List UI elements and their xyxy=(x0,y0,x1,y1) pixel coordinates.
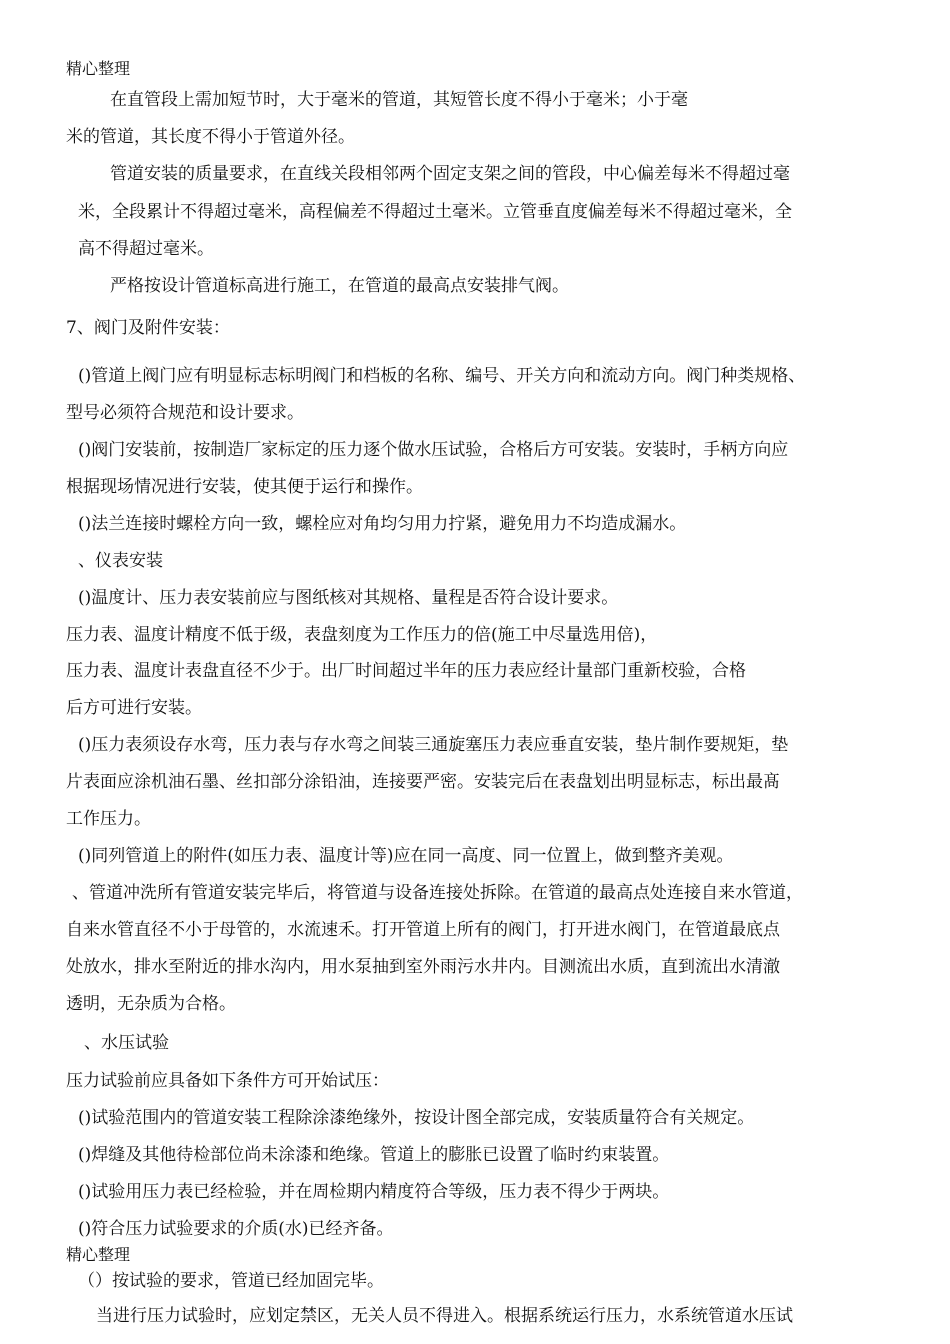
paragraph-line: 压力试验前应具备如下条件方可开始试压： xyxy=(66,1071,389,1091)
paragraph-line: ()压力表须设存水弯，压力表与存水弯之间装三通旋塞压力表应垂直安装，垫片制作要规矩，垫 xyxy=(78,735,789,755)
paragraph-line: ()同列管道上的附件(如压力表、温度计等)应在同一高度、同一位置上，做到整齐美观。 xyxy=(78,846,734,866)
paragraph-line: ()焊缝及其他待检部位尚未涂漆和绝缘。管道上的膨胀已设置了临时约束装置。 xyxy=(78,1145,670,1165)
paragraph-line: 型号必须符合规范和设计要求。 xyxy=(66,403,304,423)
paragraph-line: 透明，无杂质为合格。 xyxy=(66,994,236,1014)
paragraph-line: 工作压力。 xyxy=(66,809,151,829)
paragraph-line: ()试验用压力表已经检验，并在周检期内精度符合等级，压力表不得少于两块。 xyxy=(78,1182,670,1202)
paragraph-line: ()阀门安装前，按制造厂家标定的压力逐个做水压试验，合格后方可安装。安装时，手柄方向应 xyxy=(78,440,789,460)
paragraph-line: 后方可进行安装。 xyxy=(66,698,202,718)
paragraph-line: ()管道上阀门应有明显标志标明阀门和档板的名称、编号、开关方向和流动方向。阀门种类规格、 xyxy=(78,366,806,386)
paragraph-line: ()法兰连接时螺栓方向一致，螺栓应对角均匀用力拧紧，避免用力不均造成漏水。 xyxy=(78,514,687,534)
section-heading: 7、阀门及附件安装： xyxy=(66,318,230,338)
page-header: 精心整理 xyxy=(66,1245,131,1264)
paragraph-line: 片表面应涂机油石墨、丝扣部分涂铅油，连接要严密。安装完后在表盘划出明显标志，标出最髙 xyxy=(66,772,780,792)
paragraph-line: 根据现场情况进行安装，使其便于运行和操作。 xyxy=(66,477,423,497)
paragraph-line: （）按试验的要求，管道已经加固完毕。 xyxy=(78,1271,384,1291)
paragraph-line: ()温度计、压力表安装前应与图纸核对其规格、量程是否符合设计要求。 xyxy=(78,588,619,608)
paragraph-line: 自来水管直径不小于母管的，水流速禾。打开管道上所有的阀门，打开进水阀门，在管道最底点 xyxy=(66,920,780,940)
paragraph-line: 当进行压力试验时，应划定禁区，无关人员不得进入。根据系统运行压力，水系统管道水压试 xyxy=(96,1306,793,1326)
paragraph-line: 米的管道，其长度不得小于管道外径。 xyxy=(66,127,355,147)
section-heading: 、水压试验 xyxy=(84,1033,169,1053)
paragraph-line: 压力表、温度计表盘直径不少于。出厂时间超过半年的压力表应经计量部门重新校验，合格 xyxy=(66,661,746,681)
section-heading: 、仪表安装 xyxy=(78,551,163,571)
paragraph-line: ()符合压力试验要求的介质(水)已经齐备。 xyxy=(78,1219,394,1239)
paragraph-line: 米，全段累计不得超过毫米，高程偏差不得超过土毫米。立管垂直度偏差每米不得超过毫米，全 xyxy=(78,202,792,222)
paragraph-line: 严格按设计管道标高进行施工，在管道的最高点安装排气阀。 xyxy=(110,276,569,296)
paragraph-line: 在直管段上需加短节时，大于毫米的管道，其短管长度不得小于毫米；小于毫 xyxy=(110,90,688,110)
paragraph-line: 管道安装的质量要求，在直线关段相邻两个固定支架之间的管段，中心偏差每米不得超过毫 xyxy=(110,164,790,184)
page-header: 精心整理 xyxy=(66,59,131,78)
paragraph-line: 高不得超过毫米。 xyxy=(78,239,214,259)
paragraph-line: 、管道冲洗所有管道安装完毕后，将管道与设备连接处拆除。在管道的最高点处连接自来水管道， xyxy=(72,883,803,903)
paragraph-line: 处放水，排水至附近的排水沟内，用水泵抽到室外雨污水井内。目测流出水质，直到流出水清澈 xyxy=(66,957,780,977)
paragraph-line: 压力表、温度计精度不低于级，表盘刻度为工作压力的倍(施工中尽量选用倍)， xyxy=(66,625,658,645)
paragraph-line: ()试验范围内的管道安装工程除涂漆绝缘外，按设计图全部完成，安装质量符合有关规定。 xyxy=(78,1108,755,1128)
